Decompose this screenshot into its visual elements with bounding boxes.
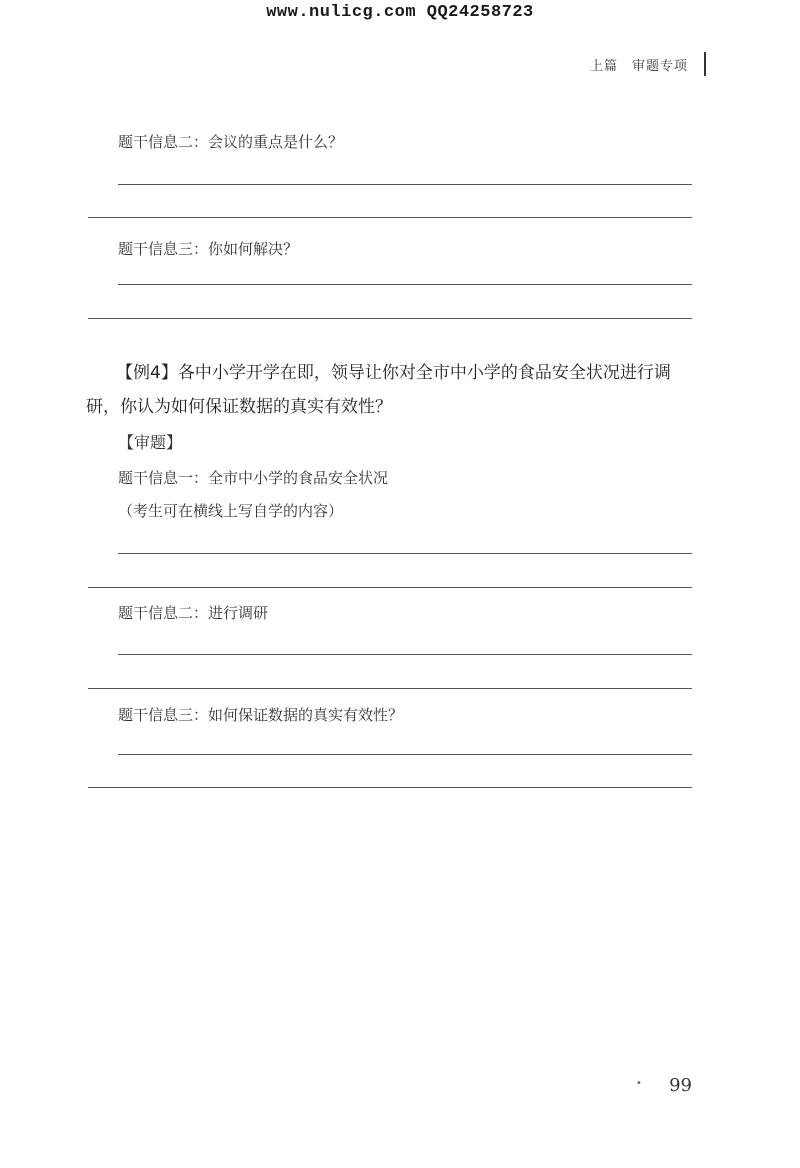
answer-line (118, 284, 692, 285)
review-heading: 【审题】 (118, 433, 183, 452)
header-section: 审题专项 (631, 59, 688, 74)
question-line-1: 【例4】各中小学开学在即，领导让你对全市中小学的食品安全状况进行调 (116, 363, 671, 383)
prev-info-2: 题干信息二：会议的重点是什么？ (118, 133, 344, 151)
page-dot: • (636, 1078, 642, 1089)
answer-line (118, 654, 692, 655)
info-2: 题干信息二：进行调研 (118, 604, 269, 622)
example-4-question (86, 356, 696, 424)
answer-line (88, 217, 692, 218)
prev-info-3: 题干信息三：你如何解决？ (118, 240, 299, 258)
question-line-2: 研，你认为如何保证数据的真实有效性？ (86, 397, 392, 417)
info-3: 题干信息三：如何保证数据的真实有效性？ (118, 706, 404, 724)
header-part: 上篇 (589, 59, 618, 74)
running-header (590, 55, 688, 74)
watermark: www.nulicg.com QQ24258723 (266, 3, 534, 22)
answer-line (118, 553, 692, 554)
answer-line (88, 787, 692, 788)
answer-line (88, 318, 692, 319)
header-divider (704, 52, 706, 76)
page-number: 99 (669, 1075, 692, 1096)
answer-line (88, 688, 692, 689)
answer-line (118, 184, 692, 185)
writing-hint: （考生可在横线上写自学的内容） (118, 502, 344, 520)
info-1: 题干信息一：全市中小学的食品安全状况 (118, 469, 389, 487)
answer-line (118, 754, 692, 755)
answer-line (88, 587, 692, 588)
